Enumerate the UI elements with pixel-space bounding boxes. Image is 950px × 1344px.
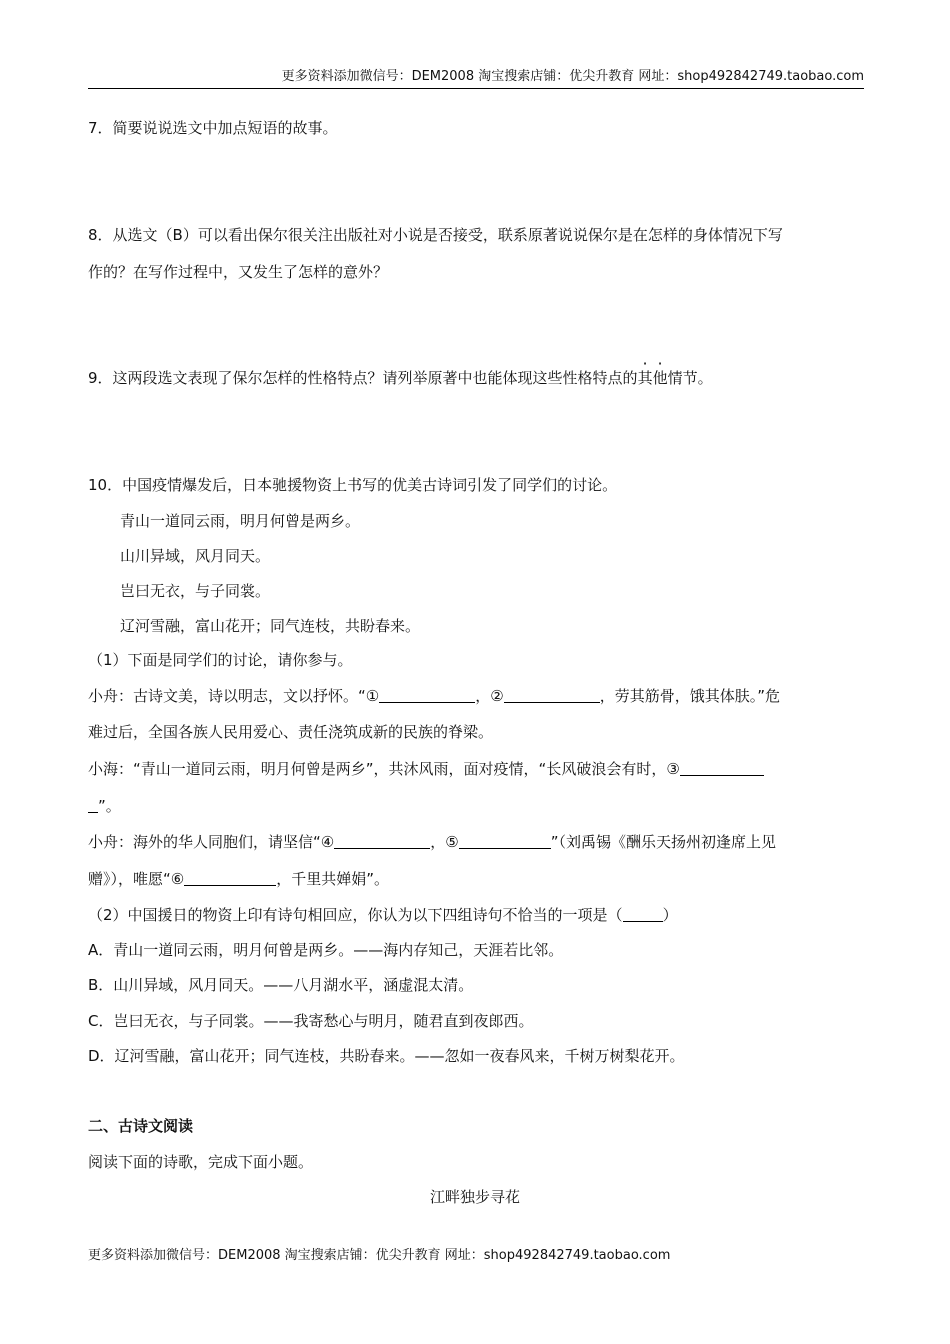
text: ”。 xyxy=(98,797,121,815)
sub-question-2 xyxy=(88,905,678,925)
page-footer: 更多资料添加微信号：DEM2008 淘宝搜索店铺：优尖升教育 网址：shop492842749.taobao.com xyxy=(88,1248,671,1263)
poem-line-1: 青山一道同云雨，明月何曾是两乡。 xyxy=(120,512,361,530)
option-a: A．青山一道同云雨，明月何曾是两乡。——海内存知己，天涯若比邻。 xyxy=(88,941,564,959)
poem-line-4: 辽河雪融，富山花开；同气连枝，共盼春来。 xyxy=(120,617,421,635)
poem-line-2: 山川异域，风月同天。 xyxy=(120,547,271,565)
page-header: 更多资料添加微信号：DEM2008 淘宝搜索店铺：优尖升教育 网址：shop492842749.taobao.com xyxy=(88,68,864,89)
section-2-title: 二、古诗文阅读 xyxy=(88,1117,194,1135)
poem-line-3: 岂曰无衣，与子同裳。 xyxy=(120,582,271,600)
xiaozhou-2-line-2 xyxy=(88,869,389,889)
xiaozhou-1-line-1 xyxy=(88,686,780,706)
answer-choice-blank[interactable] xyxy=(623,905,663,922)
option-c: C．岂曰无衣，与子同裳。——我寄愁心与明月，随君直到夜郎西。 xyxy=(88,1012,534,1030)
question-9 xyxy=(88,368,713,388)
text: ，⑤ xyxy=(430,833,459,851)
text: ，千里共婵娟”。 xyxy=(276,870,390,888)
answer-blank-3[interactable] xyxy=(680,759,764,776)
answer-blank-4[interactable] xyxy=(334,832,430,849)
xiaohai-line-2 xyxy=(88,796,121,816)
emphasis-char-1: 其 xyxy=(637,369,653,387)
text: 赠》），唯愿“⑥ xyxy=(88,870,185,888)
xiaozhou-1-line-2: 难过后，全国各族人民用爱心、责任浇筑成新的民族的脊梁。 xyxy=(88,723,494,741)
poem-title: 江畔独步寻花 xyxy=(429,1188,520,1206)
text: ，劳其筋骨，饿其体肤。”危 xyxy=(599,687,780,705)
question-9-end: 情节。 xyxy=(667,369,713,387)
question-8-line-1: 8．从选文（B）可以看出保尔很关注出版社对小说是否接受，联系原著说说保尔是在怎样的身体情况下写 xyxy=(88,226,783,244)
text: ） xyxy=(662,906,678,924)
text: 小舟：海外的华人同胞们，请坚信“④ xyxy=(88,833,335,851)
question-8-line-2: 作的？在写作过程中，又发生了怎样的意外？ xyxy=(88,263,389,281)
text: （2）中国援日的物资上印有诗句相回应，你认为以下四组诗句不恰当的一项是（ xyxy=(88,906,623,924)
option-d: D．辽河雪融，富山花开；同气连枝，共盼春来。——忽如一夜春风来，千树万树梨花开。 xyxy=(88,1047,685,1065)
answer-blank-1[interactable] xyxy=(379,686,475,703)
answer-blank-2[interactable] xyxy=(504,686,600,703)
text: ”（刘禹锡《酬乐天扬州初逢席上见 xyxy=(550,833,776,851)
text: 小舟：古诗文美，诗以明志，文以抒怀。“① xyxy=(88,687,380,705)
answer-blank-5[interactable] xyxy=(459,832,551,849)
text: 小海：“青山一道同云雨，明月何曾是两乡”，共沐风雨，面对疫情，“长风破浪会有时，③ xyxy=(88,760,680,778)
text: ，② xyxy=(475,687,504,705)
question-10-intro: 10．中国疫情爆发后，日本驰援物资上书写的优美古诗词引发了同学们的讨论。 xyxy=(88,476,618,494)
answer-blank-6[interactable] xyxy=(184,869,276,886)
xiaohai-line-1 xyxy=(88,759,764,779)
xiaozhou-2-line-1 xyxy=(88,832,776,852)
option-b: B．山川异域，风月同天。——八月湖水平，涵虚混太清。 xyxy=(88,976,474,994)
question-7: 7．简要说说选文中加点短语的故事。 xyxy=(88,119,338,137)
answer-blank-3-cont[interactable] xyxy=(88,796,98,813)
sub-question-1: （1）下面是同学们的讨论，请你参与。 xyxy=(88,651,353,669)
emphasis-char-2: 他 xyxy=(652,369,668,387)
section-2-instruction: 阅读下面的诗歌，完成下面小题。 xyxy=(88,1153,314,1171)
question-9-text: 9．这两段选文表现了保尔怎样的性格特点？请列举原著中也能体现这些性格特点的 xyxy=(88,369,638,387)
